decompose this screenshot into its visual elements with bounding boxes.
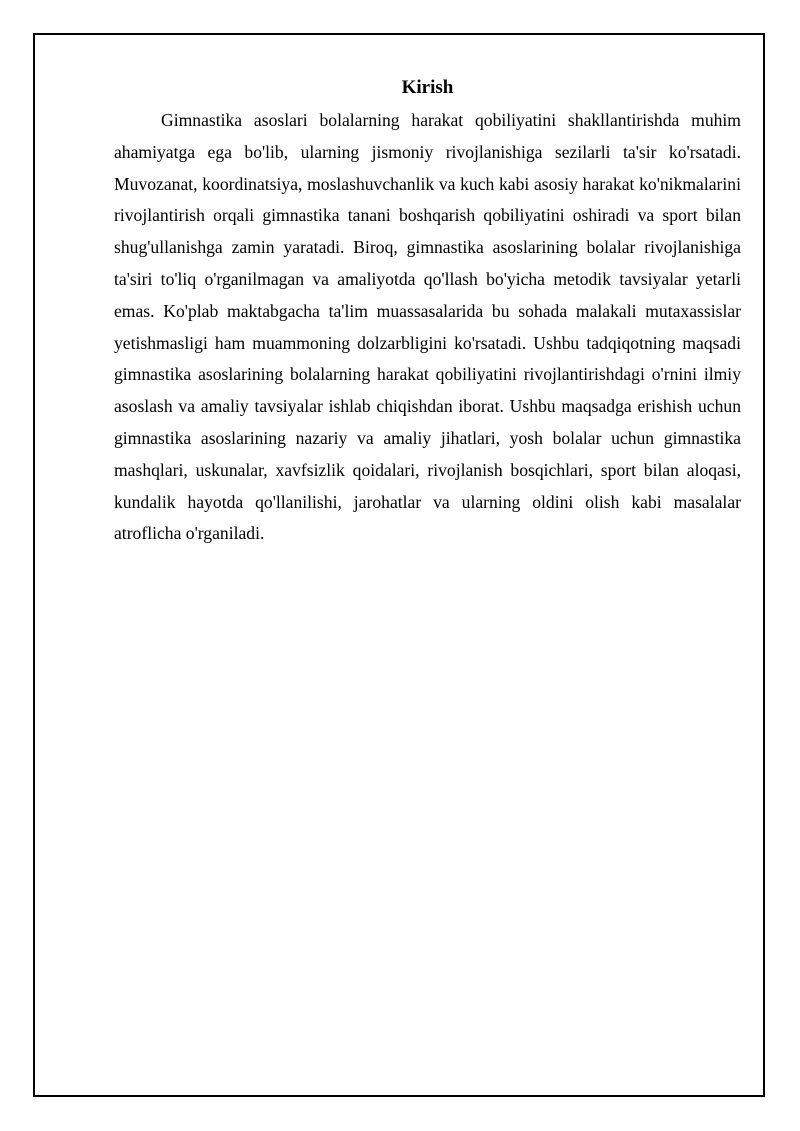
section-heading: Kirish (401, 77, 454, 98)
document-body (114, 74, 741, 550)
body-paragraph: Gimnastika asoslari bolalarning harakat qobiliyatini shakllantirishda muhim ahamiyatga ega bo'lib, ularning jismoniy rivojlanishiga sezilarli ta'sir ko'rsatadi. Muvozanat, koordinatsiya, moslashuvchanlik va kuch kabi asosiy harakat ko'nikmalarini rivojlantirish orqali gimnastika tanani boshqarish qobiliyatini oshiradi va sport bilan shug'ullanishga zamin yaratadi. Biroq, gimnastika asoslarining bolalar rivojlanishiga ta'siri to'liq o'rganilmagan va amaliyotda qo'llash bo'yicha metodik tavsiyalar yetarli emas. Ko'plab maktabgacha ta'lim muassasalarida bu sohada malakali mutaxassislar yetishmasligi ham muammoning dolzarbligini ko'rsatadi. Ushbu tadqiqotning maqsadi gimnastika asoslarining bolalarning harakat qobiliyatini rivojlantirishdagi o'rnini ilmiy asoslash va amaliy tavsiyalar ishlab chiqishdan iborat. Ushbu maqsadga erishish uchun gimnastika asoslarining nazariy va amaliy jihatlari, yosh bolalar uchun gimnastika mashqlari, uskunalar, xavfsizlik qoidalari, rivojlanish bosqichlari, sport bilan aloqasi, kundalik hayotda qo'llanilishi, jarohatlar va ularning oldini olish kabi masalalar atroflicha o'rganiladi. (114, 110, 741, 544)
